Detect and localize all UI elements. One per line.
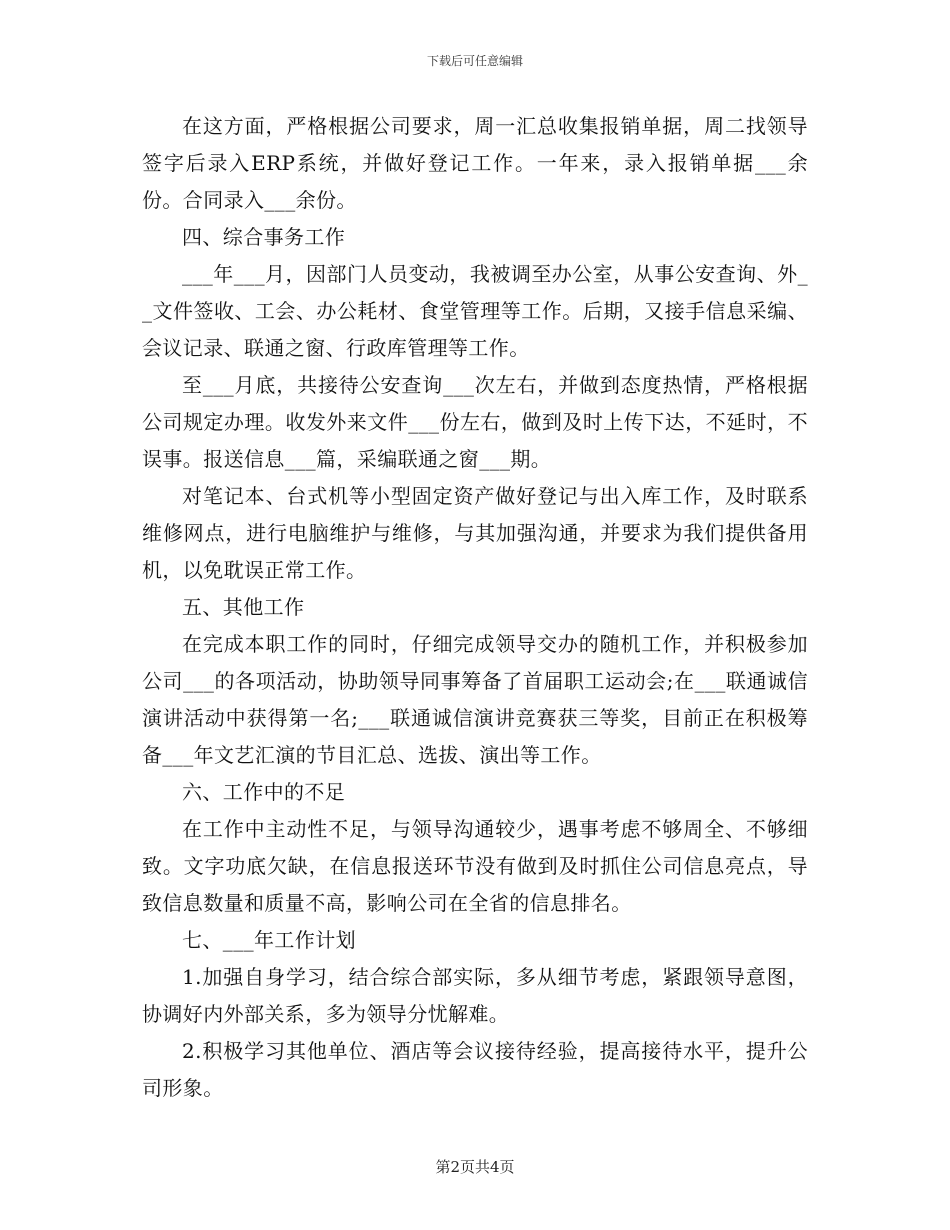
paragraph-2: ___年___月，因部门人员变动，我被调至办公室，从事公安查询、外__文件签收、工会、办公耗材、食堂管理等工作。后期，又接手信息采编、会议记录、联通之窗、行政库管理等工作。: [142, 262, 808, 360]
page-number-footer: 第2页共4页: [435, 1158, 515, 1176]
paragraph-6: 在工作中主动性不足，与领导沟通较少，遇事考虑不够周全、不够细致。文字功底欠缺，在信息报送环节没有做到及时抓住公司信息亮点，导致信息数量和质量不高，影响公司在全省的信息排名。: [142, 817, 808, 915]
paragraph-1: 在这方面，严格根据公司要求，周一汇总收集报销单据，周二找领导签字后录入ERP系统，并做好登记工作。一年来，录入报销单据___余份。合同录入___余份。: [142, 114, 808, 212]
section-heading-7: 七、___年工作计划: [182, 928, 356, 952]
page-header: 下载后可任意编辑: [426, 54, 523, 68]
section-heading-6: 六、工作中的不足: [182, 780, 346, 804]
section-heading-5: 五、其他工作: [182, 595, 305, 619]
paragraph-3: 至___月底，共接待公安查询___次左右，并做到态度热情，严格根据公司规定办理。收发外来文件___份左右，做到及时上传下达，不延时，不误事。报送信息___篇，采编联通之窗___期。: [142, 373, 808, 471]
plan-item-1: 1.加强自身学习，结合综合部实际，多从细节考虑，紧跟领导意图，协调好内外部关系，多为领导分忧解难。: [142, 965, 808, 1026]
paragraph-5: 在完成本职工作的同时，仔细完成领导交办的随机工作，并积极参加公司___的各项活动，协助领导同事筹备了首届职工运动会;在___联通诚信演讲活动中获得第一名;___联通诚信演讲竞赛获三等奖，目前正在积极筹备___年文艺汇演的节目汇总、选拔、演出等工作。: [142, 632, 808, 767]
paragraph-4: 对笔记本、台式机等小型固定资产做好登记与出入库工作，及时联系维修网点，进行电脑维护与维修，与其加强沟通，并要求为我们提供备用机，以免耽误正常工作。: [142, 484, 808, 582]
document-body: [142, 108, 808, 1107]
plan-item-2: 2.积极学习其他单位、酒店等会议接待经验，提高接待水平，提升公司形象。: [142, 1039, 808, 1100]
section-heading-4: 四、综合事务工作: [182, 225, 346, 249]
